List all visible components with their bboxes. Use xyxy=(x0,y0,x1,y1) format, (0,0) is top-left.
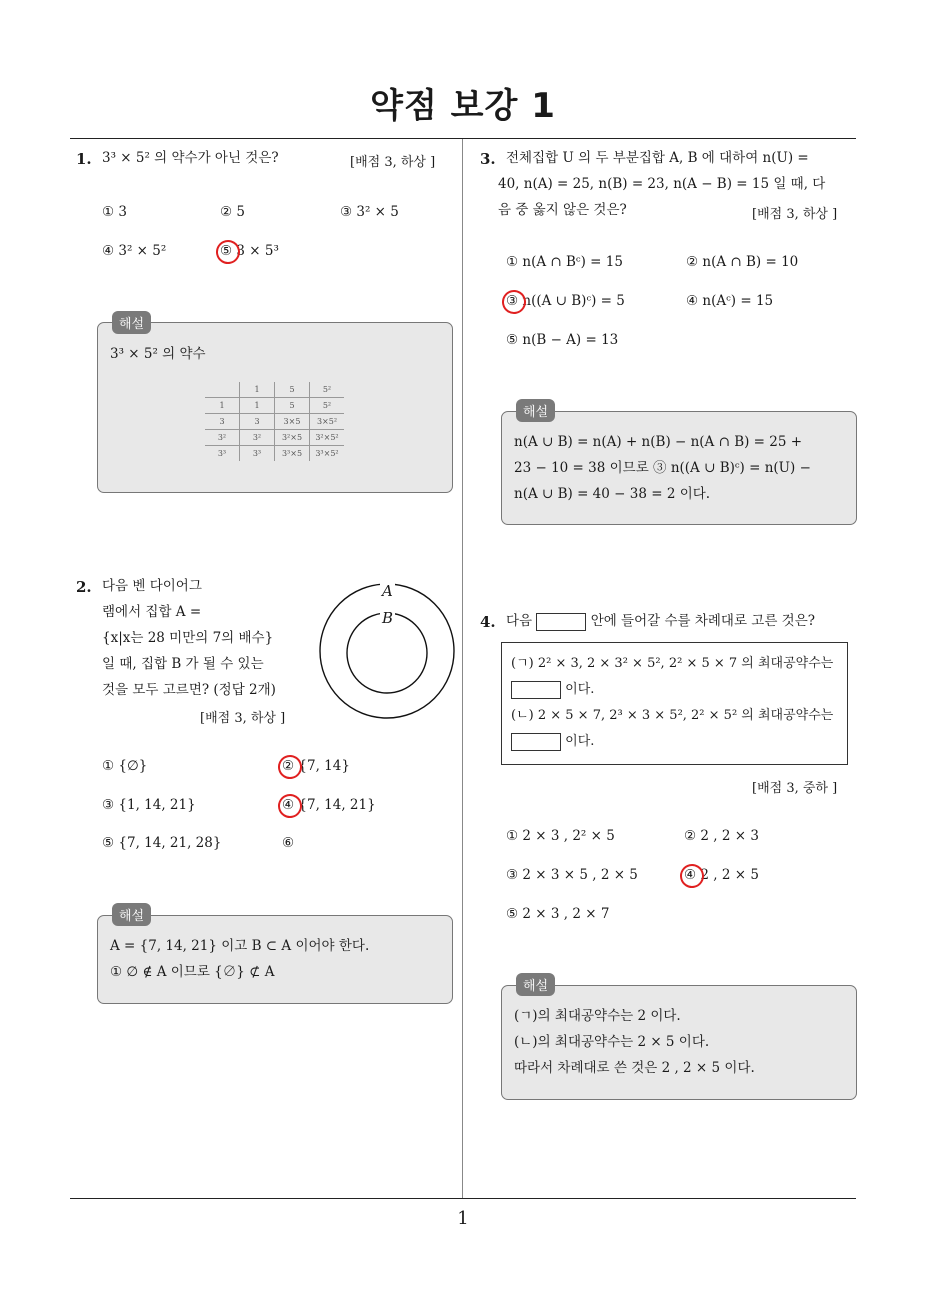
q3-solution-line-1: n(A ∪ B) = n(A) + n(B) − n(A ∩ B) = 25 + xyxy=(514,434,803,450)
q2-line-3: {x|x는 28 미만의 7의 배수} xyxy=(102,630,274,646)
q4-meta: [배점 3, 중하 ] xyxy=(752,781,838,796)
table-cell: 3²×5² xyxy=(310,430,345,446)
q4-option-2[interactable]: ② 2 , 2 × 3 xyxy=(684,828,759,844)
q4-number: 4. xyxy=(480,613,496,631)
q2-meta: [배점 3, 하상 ] xyxy=(200,711,286,726)
q1-option-2[interactable]: ② 5 xyxy=(220,204,245,220)
q4-solution-line-3: 따라서 차례대로 쓴 것은 2 , 2 × 5 이다. xyxy=(514,1060,755,1076)
table-cell: 5 xyxy=(275,398,310,414)
q4-question xyxy=(506,608,815,634)
q4-solution-line-1: (ㄱ)의 최대공약수는 2 이다. xyxy=(514,1008,681,1024)
table-cell: 3×5² xyxy=(310,414,345,430)
q3-option-3[interactable]: ③ n((A ∪ B)ᶜ) = 5 xyxy=(506,293,625,309)
q1-solution-tag: 해설 xyxy=(112,311,151,334)
q2-solution-line-1: A = {7, 14, 21} 이고 B ⊂ A 이어야 한다. xyxy=(110,938,370,954)
answer-blank xyxy=(511,733,561,751)
q3-solution-line-3: n(A ∪ B) = 40 − 38 = 2 이다. xyxy=(514,486,711,502)
q4-box-line-3: (ㄴ) 2 × 5 × 7, 2³ × 3 × 5², 2² × 5² 의 최대공약수는 xyxy=(511,708,834,723)
q4-text-after: 안에 들어갈 수를 차례대로 고른 것은? xyxy=(590,613,815,629)
q1-number: 1. xyxy=(76,150,92,168)
q2-line-4: 일 때, 집합 B 가 될 수 있는 xyxy=(102,656,264,672)
q2-solution-line-2: ① ∅ ∉ A 이므로 {∅} ⊄ A xyxy=(110,964,275,980)
table-cell: 3² xyxy=(205,430,240,446)
table-cell: 3×5 xyxy=(275,414,310,430)
q2-option-3[interactable]: ③ {1, 14, 21} xyxy=(102,797,196,813)
q2-option-4[interactable]: ④ {7, 14, 21} xyxy=(282,797,376,813)
q1-divisor-table xyxy=(205,382,344,461)
bottom-rule xyxy=(70,1198,856,1199)
q1-solution-text: 3³ × 5² 의 약수 xyxy=(110,346,206,362)
q3-number: 3. xyxy=(480,150,496,168)
q4-box-line-4-text: 이다. xyxy=(565,734,595,749)
q3-meta: [배점 3, 하상 ] xyxy=(752,207,838,222)
venn-set-a-circle xyxy=(320,584,454,718)
page-number: 1 xyxy=(457,1208,469,1229)
top-rule xyxy=(70,138,856,139)
q3-option-4[interactable]: ④ n(Aᶜ) = 15 xyxy=(686,293,774,309)
q4-box-line-2 xyxy=(511,677,594,703)
q4-solution-tag: 해설 xyxy=(516,973,555,996)
table-cell: 3³ xyxy=(205,446,240,462)
q3-option-2[interactable]: ② n(A ∩ B) = 10 xyxy=(686,254,799,270)
q4-option-5[interactable]: ⑤ 2 × 3 , 2 × 7 xyxy=(506,906,610,922)
q2-line-1: 다음 벤 다이어그 xyxy=(102,578,202,594)
table-cell: 1 xyxy=(240,398,275,414)
table-cell: 3³×5 xyxy=(275,446,310,462)
q3-line-2: 40, n(A) = 25, n(B) = 23, n(A − B) = 15 일 때, 다 xyxy=(498,176,826,192)
table-cell: 3³ xyxy=(240,446,275,462)
q3-line-3: 음 중 옳지 않은 것은? xyxy=(498,202,627,218)
q2-number: 2. xyxy=(76,578,92,596)
table-cell: 1 xyxy=(205,398,240,414)
q4-text-before: 다음 xyxy=(506,613,533,629)
table-cell: 3 xyxy=(205,414,240,430)
q4-option-1[interactable]: ① 2 × 3 , 2² × 5 xyxy=(506,828,615,844)
q1-meta: [배점 3, 하상 ] xyxy=(350,155,436,170)
column-divider xyxy=(462,139,463,1198)
page-title: 약점 보강 1 xyxy=(370,86,556,126)
q1-option-4[interactable]: ④ 3² × 5² xyxy=(102,243,167,259)
q2-option-5[interactable]: ⑤ {7, 14, 21, 28} xyxy=(102,835,222,851)
table-cell: 5 xyxy=(275,382,310,398)
q4-box-line-4 xyxy=(511,729,594,755)
answer-blank xyxy=(511,681,561,699)
q2-option-6[interactable]: ⑥ xyxy=(282,835,295,851)
table-cell: 3³×5² xyxy=(310,446,345,462)
q4-box-line-2-text: 이다. xyxy=(565,682,595,697)
q3-solution-line-2: 23 − 10 = 38 이므로 ③ n((A ∪ B)ᶜ) = n(U) − xyxy=(514,460,811,476)
q4-box-line-1: (ㄱ) 2² × 3, 2 × 3² × 5², 2² × 5 × 7 의 최대공약수는 xyxy=(511,656,834,671)
q4-option-4[interactable]: ④ 2 , 2 × 5 xyxy=(684,867,759,883)
q4-solution-line-2: (ㄴ)의 최대공약수는 2 × 5 이다. xyxy=(514,1034,710,1050)
q2-option-1[interactable]: ① {∅} xyxy=(102,758,148,774)
q1-option-5[interactable]: ⑤ 3 × 5³ xyxy=(220,243,279,259)
venn-label-b: B xyxy=(382,609,394,627)
table-cell: 5² xyxy=(310,398,345,414)
venn-label-a: A xyxy=(382,582,393,600)
table-cell: 3 xyxy=(240,414,275,430)
q1-option-3[interactable]: ③ 3² × 5 xyxy=(340,204,399,220)
table-cell: 1 xyxy=(240,382,275,398)
q4-option-3[interactable]: ③ 2 × 3 × 5 , 2 × 5 xyxy=(506,867,638,883)
q3-line-1: 전체집합 U 의 두 부분집합 A, B 에 대하여 n(U) = xyxy=(506,150,809,166)
q2-line-2: 램에서 집합 A = xyxy=(102,604,202,620)
table-cell: 5² xyxy=(310,382,345,398)
q2-solution-tag: 해설 xyxy=(112,903,151,926)
q1-question: 3³ × 5² 의 약수가 아닌 것은? xyxy=(102,150,279,166)
table-cell: 3²×5 xyxy=(275,430,310,446)
q1-option-1[interactable]: ① 3 xyxy=(102,204,127,220)
venn-diagram xyxy=(318,582,456,720)
q2-option-2[interactable]: ② {7, 14} xyxy=(282,758,350,774)
table-cell xyxy=(205,382,240,398)
q3-option-5[interactable]: ⑤ n(B − A) = 13 xyxy=(506,332,619,348)
table-cell: 3² xyxy=(240,430,275,446)
q3-solution-tag: 해설 xyxy=(516,399,555,422)
q2-line-5: 것을 모두 고르면? (정답 2개) xyxy=(102,682,276,698)
answer-blank xyxy=(536,613,586,631)
q3-option-1[interactable]: ① n(A ∩ Bᶜ) = 15 xyxy=(506,254,623,270)
